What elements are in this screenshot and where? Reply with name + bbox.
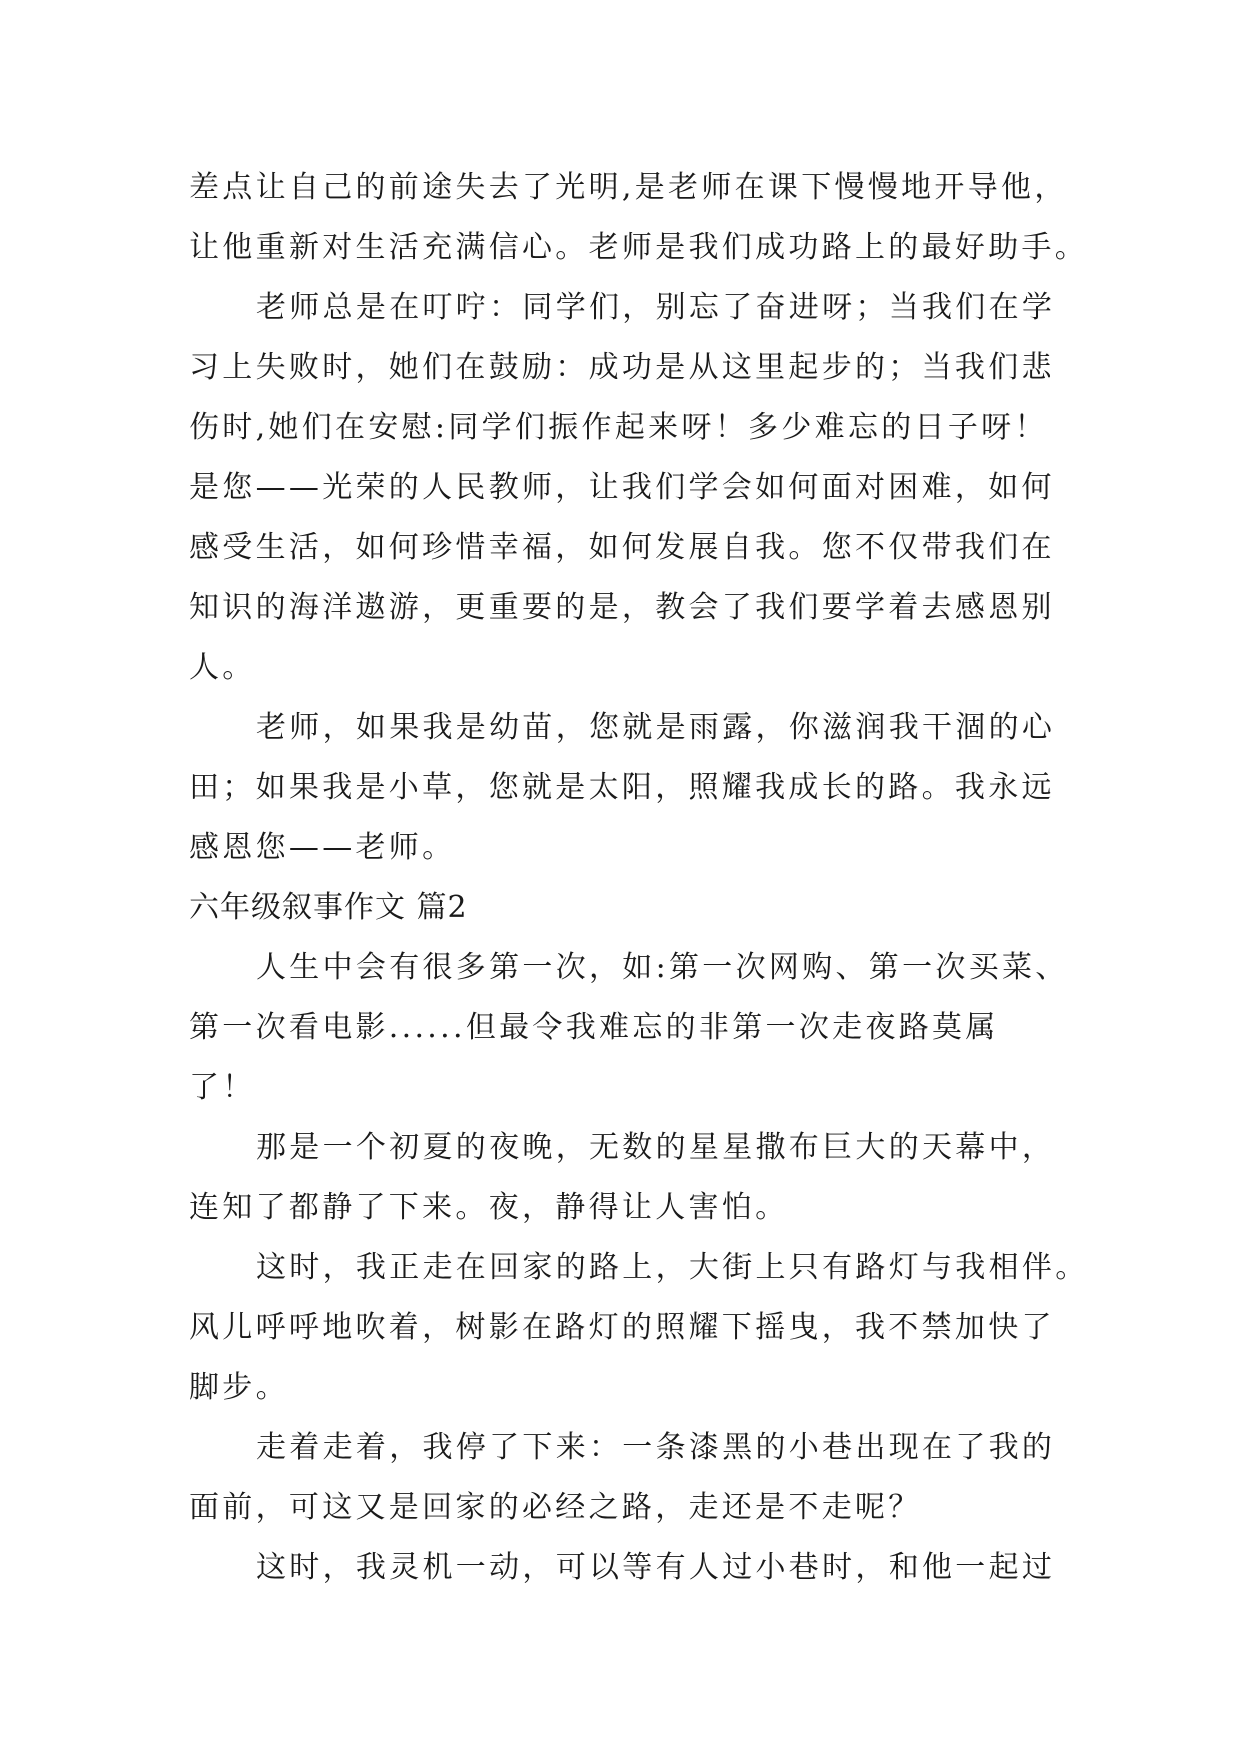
text-line: 了！ xyxy=(189,1070,256,1105)
section-heading: 六年级叙事作文 篇2 xyxy=(189,890,468,925)
text-line: 知识的海洋遨游，更重要的是，教会了我们要学着去感恩别 xyxy=(189,590,1055,625)
text-line: 风儿呼呼地吹着，树影在路灯的照耀下摇曳，我不禁加快了 xyxy=(189,1310,1055,1345)
text-line: 脚步。 xyxy=(189,1370,289,1405)
text-line: 田；如果我是小草，您就是太阳，照耀我成长的路。我永远 xyxy=(189,770,1055,805)
text-line: 感恩您——老师。 xyxy=(189,830,456,865)
paragraph-start-line: 走着走着，我停了下来：一条漆黑的小巷出现在了我的 xyxy=(256,1430,1056,1465)
paragraph-start-line: 老师，如果我是幼苗，您就是雨露，你滋润我干涸的心 xyxy=(256,710,1056,745)
text-line: 差点让自己的前途失去了光明,是老师在课下慢慢地开导他， xyxy=(189,170,1068,205)
text-line: 第一次看电影......但最令我难忘的非第一次走夜路莫属 xyxy=(189,1010,999,1045)
text-line: 伤时,她们在安慰:同学们振作起来呀！多少难忘的日子呀！ xyxy=(189,410,1048,445)
text-line: 是您——光荣的人民教师，让我们学会如何面对困难，如何 xyxy=(189,470,1055,505)
paragraph-start-line: 那是一个初夏的夜晚，无数的星星撒布巨大的天幕中， xyxy=(256,1130,1056,1165)
text-line: 人。 xyxy=(189,650,256,685)
paragraph-start-line: 人生中会有很多第一次，如:第一次网购、第一次买菜、 xyxy=(256,950,1069,985)
text-line: 习上失败时，她们在鼓励：成功是从这里起步的；当我们悲 xyxy=(189,350,1055,385)
paragraph-start-line: 这时，我正走在回家的路上，大街上只有路灯与我相伴。 xyxy=(256,1250,1089,1285)
text-line: 感受生活，如何珍惜幸福，如何发展自我。您不仅带我们在 xyxy=(189,530,1055,565)
text-line: 连知了都静了下来。夜，静得让人害怕。 xyxy=(189,1190,789,1225)
paragraph-start-line: 这时，我灵机一动，可以等有人过小巷时，和他一起过 xyxy=(256,1550,1056,1585)
paragraph-start-line: 老师总是在叮咛：同学们，别忘了奋进呀；当我们在学 xyxy=(256,290,1056,325)
text-line: 让他重新对生活充满信心。老师是我们成功路上的最好助手。 xyxy=(189,230,1089,265)
text-line: 面前，可这又是回家的必经之路，走还是不走呢？ xyxy=(189,1490,922,1525)
